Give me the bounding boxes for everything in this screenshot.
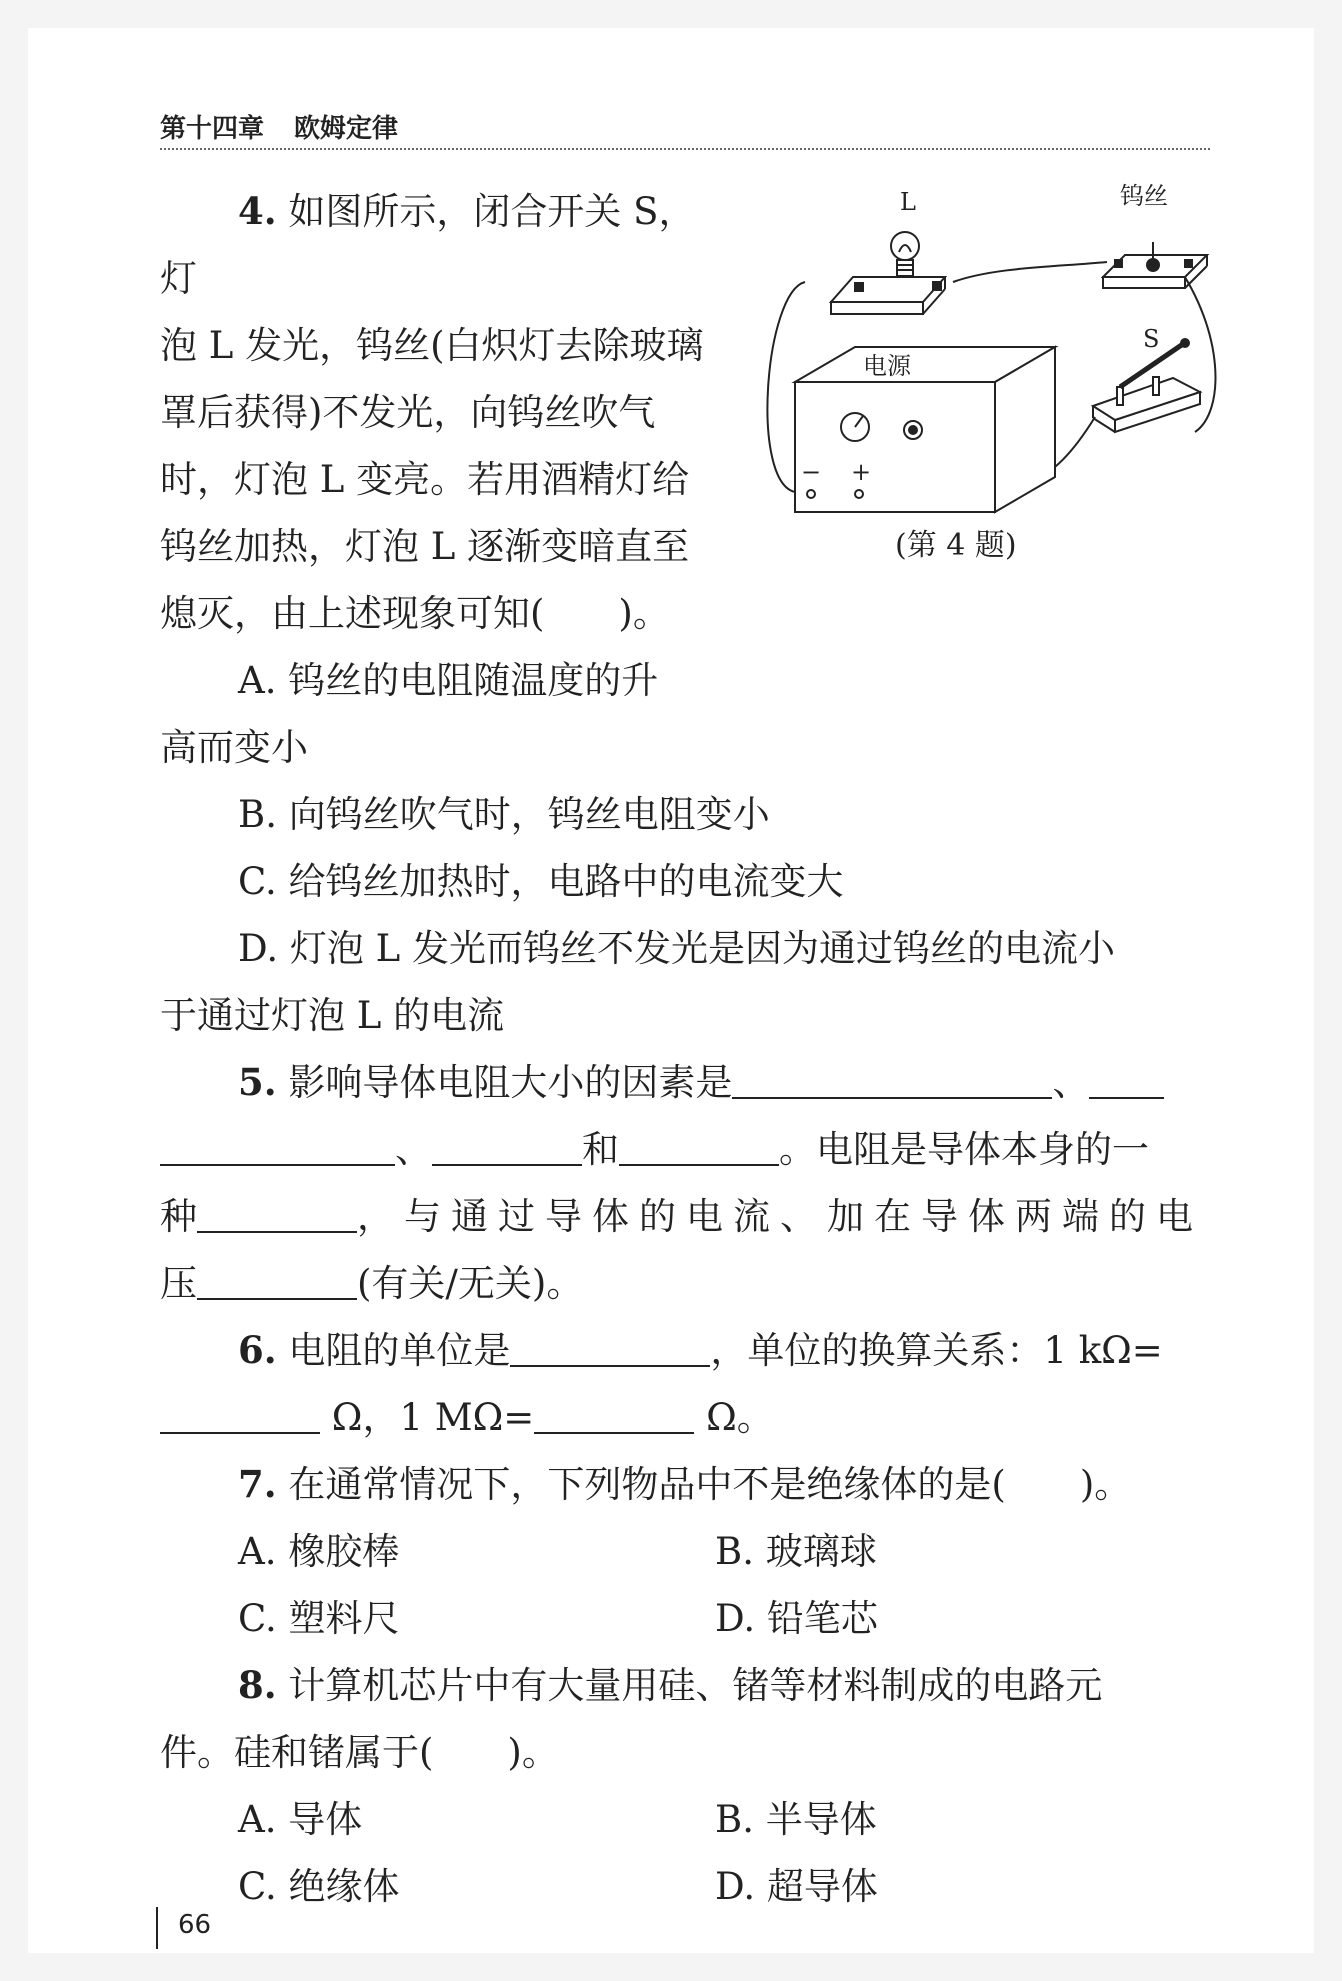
question-6 bbox=[160, 1317, 1210, 1451]
figure-caption: (第 4 题) bbox=[895, 528, 1017, 563]
q8-stem-text-1: 计算机芯片中有大量用硅、锗等材料制成的电路元 bbox=[288, 1664, 1103, 1707]
q5-sep-1: 、 bbox=[1052, 1061, 1090, 1104]
q4-option-b[interactable]: B. 向钨丝吹气时，钨丝电阻变小 bbox=[238, 793, 770, 836]
q5-line-2 bbox=[160, 1116, 1210, 1183]
q4-option-d-1[interactable]: D. 灯泡 L 发光而钨丝不发光是因为通过钨丝的电流小 bbox=[238, 927, 1115, 970]
q5-text-5: 压 bbox=[160, 1262, 197, 1305]
q5-text-2: 。电阻是导体本身的一 bbox=[779, 1128, 1149, 1171]
q8-options-row-2 bbox=[160, 1853, 1210, 1920]
q4-option-c[interactable]: C. 给钨丝加热时，电路中的电流变大 bbox=[238, 860, 844, 903]
q5-line-1 bbox=[160, 1049, 1210, 1116]
q5-line-4 bbox=[160, 1250, 1210, 1317]
q6-line-2 bbox=[160, 1384, 1210, 1451]
q4-line-3: 罩后获得)不发光，向钨丝吹气 bbox=[160, 391, 656, 434]
question-4 bbox=[160, 178, 1210, 1049]
power-label: 电源 bbox=[863, 352, 911, 380]
q5-blank-2b[interactable] bbox=[160, 1130, 395, 1166]
q4-line-1 bbox=[160, 178, 730, 312]
page-number-bar bbox=[156, 1907, 158, 1949]
q8-option-b[interactable]: B. 半导体 bbox=[715, 1798, 877, 1841]
q6-blank-1[interactable] bbox=[510, 1331, 710, 1367]
chapter-title: 欧姆定律 bbox=[294, 114, 399, 144]
q6-text-1: 电阻的单位是 bbox=[288, 1329, 511, 1372]
q6-line-1 bbox=[160, 1317, 1210, 1384]
q5-blank-1[interactable] bbox=[732, 1063, 1052, 1099]
q4-text-1: 如图所示，闭合开关 S，灯 bbox=[160, 190, 696, 300]
q6-text-4: Ω。 bbox=[706, 1396, 774, 1439]
q4-option-a-2: 高而变小 bbox=[160, 726, 308, 769]
q5-blank-2a[interactable] bbox=[1089, 1063, 1164, 1099]
q5-text-1: 影响导体电阻大小的因素是 bbox=[288, 1061, 733, 1104]
q6-blank-2[interactable] bbox=[160, 1398, 320, 1434]
q7-option-c[interactable]: C. 塑料尺 bbox=[238, 1597, 400, 1640]
switch-label: S bbox=[1143, 325, 1160, 353]
q4-line-4: 时，灯泡 L 变亮。若用酒精灯给 bbox=[160, 458, 690, 501]
q8-option-d[interactable]: D. 超导体 bbox=[715, 1865, 878, 1908]
q6-text-3: Ω，1 MΩ= bbox=[331, 1396, 535, 1439]
q7-stem bbox=[160, 1451, 1210, 1518]
q5-text-4: ，与通过导体的电流、加在导体两端的电 bbox=[357, 1195, 1203, 1238]
q4-number: 4. bbox=[238, 189, 277, 233]
q7-option-a[interactable]: A. 橡胶棒 bbox=[238, 1530, 400, 1573]
q8-stem-1 bbox=[160, 1652, 1210, 1719]
q5-text-3: 种 bbox=[160, 1195, 197, 1238]
q5-blank-4[interactable] bbox=[619, 1130, 779, 1166]
q6-blank-3[interactable] bbox=[534, 1398, 694, 1434]
q4-line-6: 熄灭，由上述现象可知( )。 bbox=[160, 592, 670, 635]
page-number: 66 bbox=[178, 1910, 212, 1940]
q8-option-c[interactable]: C. 绝缘体 bbox=[238, 1865, 400, 1908]
q5-text-6: (有关/无关)。 bbox=[357, 1262, 584, 1305]
plus-label: + bbox=[851, 458, 872, 486]
q8-options-row-1 bbox=[160, 1786, 1210, 1853]
chapter-number: 第十四章 bbox=[160, 114, 265, 144]
q4-line-5: 钨丝加热，灯泡 L 逐渐变暗直至 bbox=[160, 525, 690, 568]
q6-text-2: ，单位的换算关系：1 kΩ= bbox=[710, 1329, 1163, 1372]
q7-option-b[interactable]: B. 玻璃球 bbox=[715, 1530, 877, 1573]
header-divider bbox=[160, 148, 1210, 150]
q5-blank-5[interactable] bbox=[197, 1197, 357, 1233]
minus-label: − bbox=[801, 458, 822, 486]
q4-line-2: 泡 L 发光，钨丝(白炽灯去除玻璃 bbox=[160, 324, 704, 367]
question-7 bbox=[160, 1451, 1210, 1652]
q5-number: 5. bbox=[238, 1060, 277, 1104]
q8-stem-2: 件。硅和锗属于( )。 bbox=[160, 1731, 559, 1774]
q5-and: 和 bbox=[582, 1128, 619, 1171]
question-5 bbox=[160, 1049, 1210, 1317]
running-header bbox=[160, 108, 398, 145]
q7-option-d[interactable]: D. 铅笔芯 bbox=[715, 1597, 878, 1640]
question-8 bbox=[160, 1652, 1210, 1920]
tungsten-label: 钨丝 bbox=[1120, 182, 1168, 210]
q7-options-row-2 bbox=[160, 1585, 1210, 1652]
q8-option-a[interactable]: A. 导体 bbox=[238, 1798, 363, 1841]
q4-option-d-2: 于通过灯泡 L 的电流 bbox=[160, 994, 505, 1037]
q5-blank-6[interactable] bbox=[197, 1264, 357, 1300]
lamp-label: L bbox=[900, 188, 916, 216]
q5-sep-2: 、 bbox=[395, 1128, 432, 1171]
q8-number: 8. bbox=[238, 1663, 277, 1707]
q7-options-row-1 bbox=[160, 1518, 1210, 1585]
questions bbox=[160, 178, 1210, 1920]
q6-number: 6. bbox=[238, 1328, 277, 1372]
q7-stem-text: 在通常情况下，下列物品中不是绝缘体的是( )。 bbox=[288, 1463, 1132, 1506]
q5-line-3 bbox=[160, 1183, 1210, 1250]
q7-number: 7. bbox=[238, 1462, 277, 1506]
q5-blank-3[interactable] bbox=[432, 1130, 582, 1166]
q4-option-a-1[interactable]: A. 钨丝的电阻随温度的升 bbox=[238, 659, 659, 702]
